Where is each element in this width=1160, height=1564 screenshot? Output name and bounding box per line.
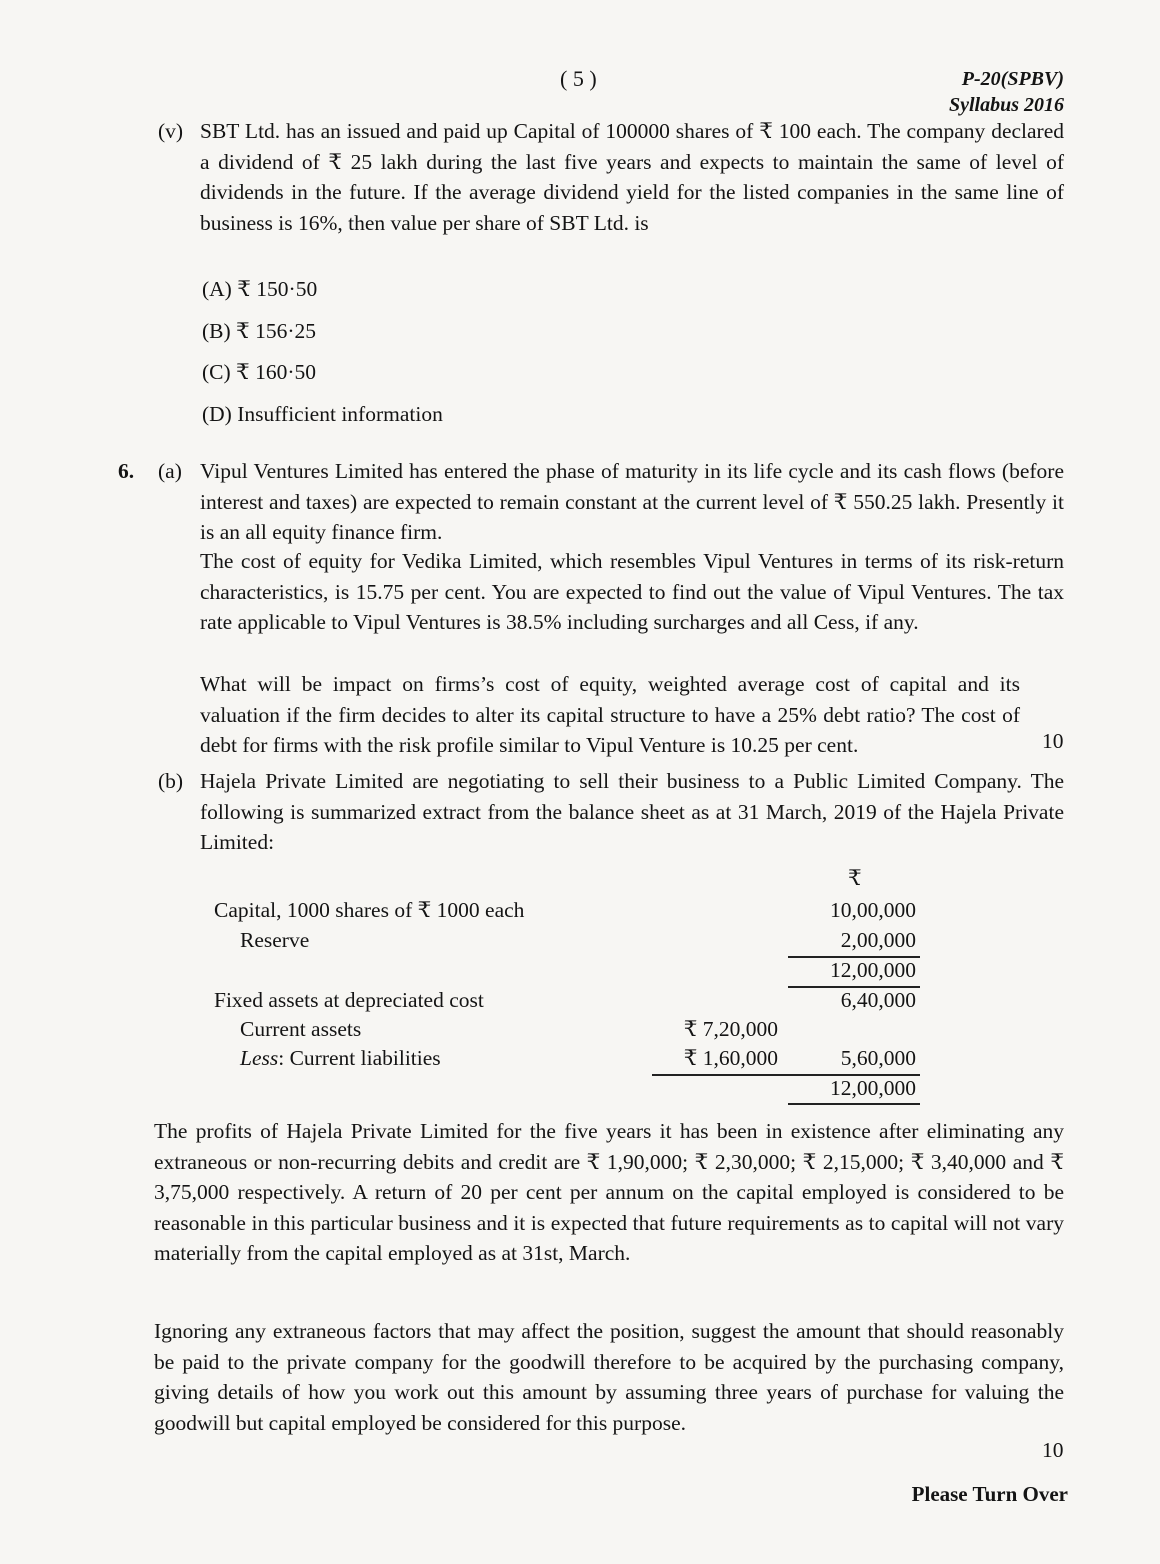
q6b-para2: Ignoring any extraneous factors that may affect the position, suggest the amount that should reasonably be paid to the private company for the goodwill therefore to be acquired by the purchasing company, giving details of how you work out this amount by assuming three years of purchase for valuing the goodwill but capital employed be considered for this purpose. bbox=[154, 1319, 1064, 1435]
page-number: ( 5 ) bbox=[560, 66, 597, 91]
rule-line bbox=[788, 1103, 920, 1105]
q6a-para1: Vipul Ventures Limited has entered the phase of maturity in its life cycle and its cash flows (before interest and taxes) are expected to remain constant at the current level of ₹ 550.25 lakh. Presently it is an all equity finance firm. bbox=[200, 459, 1064, 544]
current-liabilities-value: ₹ 1,60,000 bbox=[683, 1046, 778, 1070]
paper-code-block bbox=[949, 66, 1064, 118]
option-c bbox=[202, 360, 316, 385]
reserve-label: Reserve bbox=[240, 928, 310, 952]
q6b-label: (b) bbox=[158, 769, 184, 793]
capital-value: 10,00,000 bbox=[830, 898, 916, 922]
total-liabilities: 12,00,000 bbox=[830, 958, 916, 982]
option-a bbox=[202, 277, 317, 302]
option-d-label: (D) bbox=[202, 402, 232, 426]
fixed-assets-value: 6,40,000 bbox=[840, 988, 916, 1012]
fixed-assets-label: Fixed assets at depreciated cost bbox=[214, 988, 484, 1012]
q6a-para3: What will be impact on firms’s cost of equity, weighted average cost of capital and its valuation if the firm decides to alter its capital structure to have a 25% debt ratio? The cost of debt for firms with the risk profile similar to Vipul Venture is 10.25 per cent. bbox=[200, 672, 1020, 757]
net-current-assets: 5,60,000 bbox=[840, 1046, 916, 1070]
q5v-text: SBT Ltd. has an issued and paid up Capital of 100000 shares of ₹ 100 each. The company declared a dividend of ₹ 25 lakh during the last five years and expects to maintain the same of level of dividends in the future. If the average dividend yield for the listed companies in the same line of business is 16%, then value per share of SBT Ltd. is bbox=[200, 119, 1064, 235]
q6b-para1: The profits of Hajela Private Limited for the five years it has been in existence after eliminating any extraneous or non-recurring debits and credit are ₹ 1,90,000; ₹ 2,30,000; ₹ 2,15,000; ₹ 3,40,000 and ₹ 3,75,000 respectively. A return of 20 per cent per annum on the capital employed is considered to be reasonable in this particular business and it is expected that future requirements as to capital will not vary materially from the capital employed as at 31st, March. bbox=[154, 1119, 1064, 1265]
q6-number: 6. bbox=[118, 459, 135, 483]
q6a-para2: The cost of equity for Vedika Limited, which resembles Vipul Ventures in terms of its risk-return characteristics, is 15.75 per cent. You are expected to find out the value of Vipul Ventures. The tax rate applicable to Vipul Ventures is 38.5% including surcharges and all Cess, if any. bbox=[200, 549, 1064, 634]
current-assets-value: ₹ 7,20,000 bbox=[683, 1017, 778, 1041]
less-prefix: Less bbox=[240, 1046, 279, 1070]
q6b-intro: Hajela Private Limited are negotiating to sell their business to a Public Limited Company. The following is summarized extract from the balance sheet as at 31 March, 2019 of the Hajela Private Limited: bbox=[200, 769, 1064, 854]
paper-code: P-20(SPBV) bbox=[961, 68, 1064, 90]
q6b-marks: 10 bbox=[1042, 1438, 1064, 1462]
current-assets-label: Current assets bbox=[240, 1017, 362, 1041]
footer-note: Please Turn Over bbox=[911, 1482, 1068, 1506]
option-b-text: ₹ 156·25 bbox=[236, 319, 317, 343]
option-b-label: (B) bbox=[202, 319, 231, 343]
option-b bbox=[202, 319, 316, 344]
option-d bbox=[202, 402, 443, 427]
option-d-text: Insufficient information bbox=[237, 402, 443, 426]
option-c-text: ₹ 160·50 bbox=[236, 360, 317, 384]
option-c-label: (C) bbox=[202, 360, 231, 384]
q6a-marks: 10 bbox=[1042, 729, 1064, 753]
q5v-label: (v) bbox=[158, 119, 184, 143]
currency-header: ₹ bbox=[848, 866, 862, 890]
current-liabilities-label bbox=[240, 1046, 441, 1071]
capital-label: Capital, 1000 shares of ₹ 1000 each bbox=[214, 898, 525, 922]
q6a-label: (a) bbox=[158, 459, 182, 483]
syllabus-label: Syllabus 2016 bbox=[948, 94, 1064, 116]
current-liabilities-text: : Current liabilities bbox=[278, 1046, 441, 1070]
option-a-label: (A) bbox=[202, 277, 232, 301]
reserve-value: 2,00,000 bbox=[840, 928, 916, 952]
option-a-text: ₹ 150·50 bbox=[237, 277, 318, 301]
total-assets: 12,00,000 bbox=[830, 1076, 916, 1100]
